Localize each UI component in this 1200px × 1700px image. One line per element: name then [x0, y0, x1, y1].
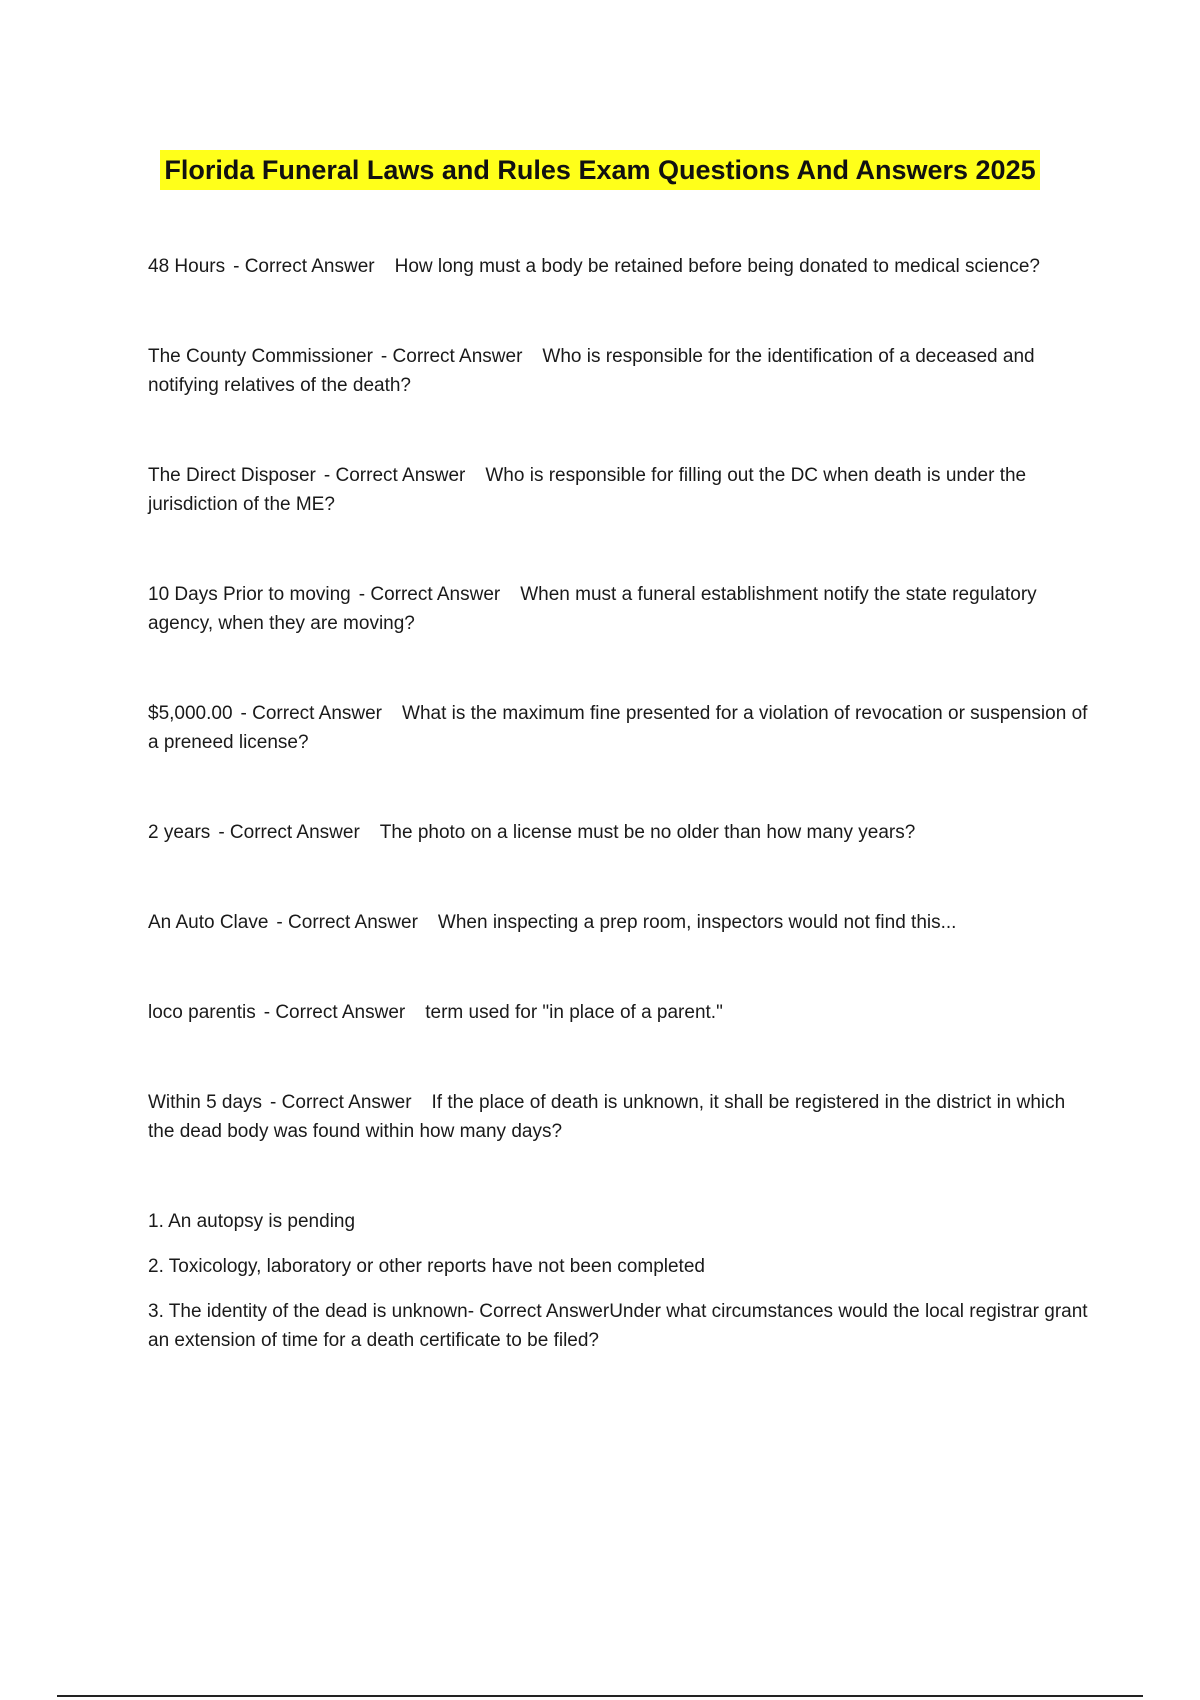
correct-answer-marker: - Correct Answer	[467, 1301, 610, 1322]
answer-text: The Direct Disposer	[148, 465, 316, 486]
document-title: Florida Funeral Laws and Rules Exam Questions And Answers 2025	[160, 150, 1039, 190]
qa-item	[148, 580, 1088, 638]
qa-list	[148, 252, 1088, 1355]
question-text: What is the maximum fine presented for a violation of revocation or suspension of a preneed license?	[148, 703, 1088, 753]
question-text: If the place of death is unknown, it shall be registered in the district in which the dead body was found within how many days?	[148, 1092, 1066, 1142]
answer-text: 3. The identity of the dead is unknown	[148, 1301, 468, 1322]
qa-item	[148, 908, 1088, 937]
question-text: When must a funeral establishment notify the state regulatory agency, when they are moving?	[148, 584, 1037, 634]
question-text: The photo on a license must be no older than how many years?	[379, 822, 916, 843]
answer-text: loco parentis	[148, 1002, 256, 1023]
correct-answer-marker: - Correct Answer	[323, 465, 466, 486]
correct-answer-marker: - Correct Answer	[358, 584, 501, 605]
question-text: How long must a body be retained before being donated to medical science?	[394, 256, 1040, 277]
answer-text: The County Commissioner	[148, 346, 373, 367]
answer-text: An Auto Clave	[148, 912, 269, 933]
qa-item	[148, 998, 1088, 1027]
answer-text: Within 5 days	[148, 1092, 263, 1113]
qa-item	[148, 1088, 1088, 1146]
answer-text: 10 Days Prior to moving	[148, 584, 351, 605]
correct-answer-marker: - Correct Answer	[263, 1002, 406, 1023]
qa-item-numbered	[148, 1207, 1088, 1355]
answer-text: 2 years	[148, 822, 211, 843]
qa-item	[148, 699, 1088, 757]
answer-text: 48 Hours	[148, 256, 226, 277]
bottom-divider	[57, 1695, 1143, 1697]
correct-answer-marker: - Correct Answer	[233, 256, 375, 277]
correct-answer-marker: - Correct Answer	[276, 912, 418, 933]
correct-answer-marker: - Correct Answer	[380, 346, 523, 367]
correct-answer-marker: - Correct Answer	[240, 703, 383, 724]
correct-answer-marker: - Correct Answer	[218, 822, 360, 843]
qa-item	[148, 252, 1088, 281]
question-text: Who is responsible for the identification of a deceased and notifying relatives of the death?	[148, 346, 1035, 396]
question-text: When inspecting a prep room, inspectors would not find this...	[437, 912, 957, 933]
numbered-line: 1. An autopsy is pending	[148, 1211, 356, 1232]
correct-answer-marker: - Correct Answer	[270, 1092, 412, 1113]
qa-item	[148, 342, 1088, 400]
qa-item	[148, 461, 1088, 519]
question-text: Who is responsible for filling out the DC when death is under the jurisdiction of the ME?	[148, 465, 1027, 515]
question-text: term used for "in place of a parent."	[425, 1002, 723, 1023]
answer-text: $5,000.00	[148, 703, 233, 724]
numbered-line: 2. Toxicology, laboratory or other reports have not been completed	[148, 1256, 705, 1277]
question-text: Under what circumstances would the local registrar grant an extension of time for a death certificate to be filed?	[148, 1301, 1088, 1351]
numbered-line-with-question	[148, 1297, 1088, 1355]
title-wrapper	[0, 150, 1200, 190]
qa-item	[148, 818, 1088, 847]
